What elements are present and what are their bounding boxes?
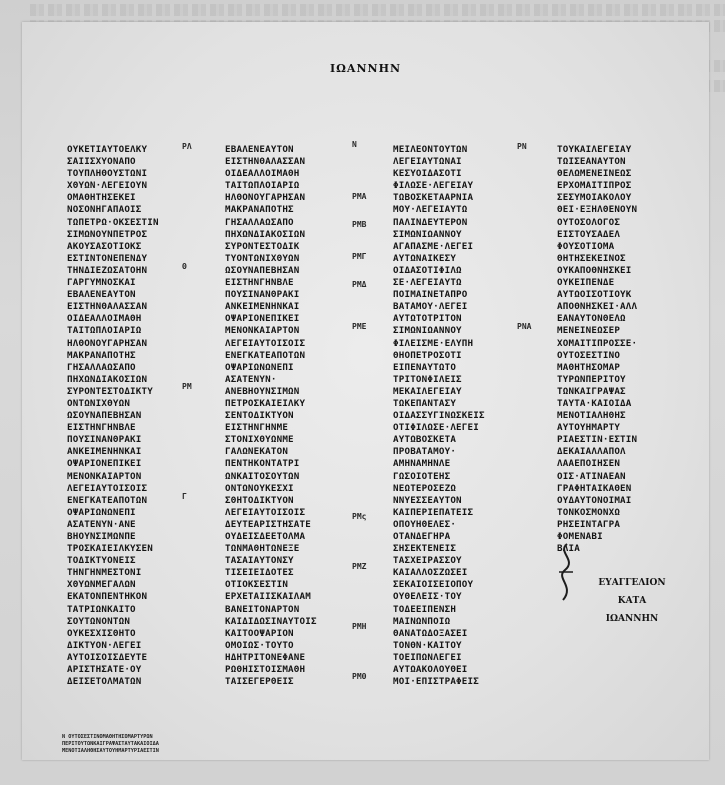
text-line: ΤΟΥΠΛΗΘΟΥΣΤΩΝΙ (67, 168, 148, 180)
manuscript-leaf (22, 22, 709, 760)
text-line: ΜΟΙ·ΕΠΙΣΤΡΑΦΕΙΣ (393, 676, 479, 688)
section-number-mark: ΡΜΓ (352, 252, 367, 261)
section-number-mark: ΡΜΗ (352, 622, 367, 631)
text-line: ΤΑΙΤΩΠΛΟΙΑΡΙΩ (225, 180, 300, 192)
section-number-mark: ΡΝ (517, 142, 527, 151)
text-line: ΟΤΙΦΙΛΩΣΕ·ΛΕΓΕΙ (393, 422, 479, 434)
text-line: ΑΝΚΕΙΜΕΝΗΝΚΑΙ (67, 446, 142, 458)
text-line: ΜΕΝΟΝΚΑΙΑΡΤΟΝ (67, 470, 142, 482)
text-line: ΣΥΡΟΝΤΕΣΤΟΔΙΚ (225, 240, 300, 252)
text-line: ΧΘΥΩΝΜΕΓΑΛΩΝ (67, 579, 136, 591)
text-line: ΑΥΤΟΥΗΜΑΡΤΥ (557, 422, 621, 434)
text-line: ΒΛΙΑ (557, 543, 580, 555)
text-line: ΑΥΤΩΝΑΙΚΕΣΥ (393, 252, 457, 264)
text-line: ΛΕΓΕΙΑΥΤΟΙΣΟΙΣ (225, 506, 306, 518)
text-line: ΜΑΚΡΑΝΑΠΟΤΗΣ (225, 204, 294, 216)
coronis-ornament (547, 542, 587, 602)
subscription-line-1: ΕΥΑΓΓΕΛΙΟΝ (598, 578, 666, 588)
text-line: ΣΕΝΤΟΔΙΚΤΥΟΝ (225, 410, 294, 422)
text-line: ΡΩΘΗΙΣΤΟΙΣΜΑΘΗ (225, 664, 306, 676)
text-line: ΟΥΘΕΛΕΙΣ·ΤΟΥ (393, 591, 462, 603)
text-line: ΦΙΛΕΙΣΜΕ·ΕΛΥΠΗ (393, 337, 474, 349)
note-line: Ν ΟΥΤΟΣΕΣΤΙΝΟΜΑΘΗΤΗΣΟΜΑΡΤΥΡΩΝ (62, 734, 153, 740)
text-line: ΤΗΝΔΙΕΖΩΣΑΤΟΗΝ (67, 264, 148, 276)
note-line: ΜΕΝΟΤΙΑΛΗΘΗΣΑΥΤΟΥΗΜΑΡΤΥΡΙΑΕΣΤΙΝ (62, 748, 159, 754)
text-line: ΟΥΚΑΠΟΘΝΗΣΚΕΙ (557, 264, 632, 276)
text-line: ΑΜΗΝΑΜΗΝΛΕ (393, 458, 451, 470)
text-line: ΟΨΑΡΙΩΝΩΝΕΠΙ (225, 361, 294, 373)
text-line: ΠΕΤΡΟΣΚΑΙΕΙΛΚΥ (225, 397, 306, 409)
text-line: ΕΡΧΕΤΑΙΙΣΚΑΙΛΑΜ (225, 591, 311, 603)
text-column-4 (557, 144, 687, 555)
text-line: ΝΟΣΟΝΗΓΑΠΑΟΙΣ (67, 204, 142, 216)
text-line: ΤΑΙΤΩΠΛΟΙΑΡΙΩ (67, 325, 142, 337)
text-line: ΕΙΣΤΗΝΓΗΝΜΕ (225, 422, 289, 434)
text-line: ΟΥΚΕΣΧΙΣΘΗΤΟ (67, 627, 136, 639)
text-line: ΒΑΤΑΜΟΥ·ΛΕΓΕΙ (393, 301, 468, 313)
text-line: ΛΑΑΕΠΟΙΗΣΕΝ (557, 458, 621, 470)
text-line: ΤΡΟΣΚΑΙΕΙΛΚΥΣΕΝ (67, 543, 153, 555)
text-line: ΟΙΔΑΣΟΤΙΦΙΛΩ (393, 264, 462, 276)
text-line: ΕΒΑΛΕΝΕΑΥΤΟΝ (225, 144, 294, 155)
text-column-2 (225, 144, 353, 688)
text-line: ΦΟΥΣΟΤΙΟΜΑ (557, 240, 615, 252)
text-line: ΠΗΧΩΝΔΙΑΚΟΣΙΩΝ (67, 373, 148, 385)
text-line: ΑΣΑΤΕΝΥΝ·ΑΝΕ (67, 518, 136, 530)
text-line: ΤΩΚΕΠΑΝΤΑΣΥ (393, 397, 457, 409)
text-line: ΕΙΣΤΗΝΓΗΝΒΛΕ (67, 422, 136, 434)
text-line: ΤΡΙΤΟΝΦΙΛΕΙΣ (393, 373, 462, 385)
text-line: ΤΥΡΩΝΠΕΡΙΤΟΥ (557, 373, 626, 385)
section-number-mark: ΡΜΘ (352, 672, 367, 681)
text-line: ΣΗΣΕΚΤΕΝΕΙΣ (393, 543, 457, 555)
text-line: ΟΥΚΕΤΙΑΥΤΟΕΛΚΥ (67, 144, 148, 155)
text-line: ΡΗΣΕΙΝΤΑΓΡΑ (557, 518, 621, 530)
text-line: ΟΙΔΑΣΣΥΓΙΝΩΣΚΕΙΣ (393, 410, 485, 422)
colophon-subscription (582, 574, 682, 628)
text-line: ΕΙΣΤΗΝΘΑΛΑΣΣΑΝ (67, 301, 148, 313)
section-number-mark: Ν (352, 140, 357, 149)
text-line: ΔΙΚΤΥΟΝ·ΛΕΓΕΙ (67, 639, 142, 651)
text-line: ΣΥΡΟΝΤΕΣΤΟΔΙΚΤΥ (67, 385, 153, 397)
text-line: ΤΩΒΟΣΚΕΤΑΑΡΝΙΑ (393, 192, 474, 204)
section-number-mark: ΡΜΔ (352, 280, 367, 289)
text-line: ΩΝΚΑΙΤΟΣΟΥΤΩΝ (225, 470, 300, 482)
text-line: ΚΑΙΠΕΡΙΕΠΑΤΕΙΣ (393, 506, 474, 518)
text-line: ΟΝΤΩΝΙΧΘΥΩΝ (67, 397, 131, 409)
text-line: ΤΥΟΝΤΩΝΙΧΘΥΩΝ (225, 252, 300, 264)
text-line: ΤΗΝΓΗΝΜΕΣΤΟΝΙ (67, 567, 142, 579)
text-line: ΘΗΟΠΕΤΡΟΣΟΤΙ (393, 349, 462, 361)
text-line: ΤΩΠΕΤΡΩ·ΟΚΣΕΣΤΙΝ (67, 216, 159, 228)
text-line: ΟΤΙΟΚΣΕΣΤΙΝ (225, 579, 289, 591)
text-line: ΟΜΟΙΩΣ·ΤΟΥΤΟ (225, 639, 294, 651)
text-line: ΣΟΥΤΩΝΟΝΤΩΝ (67, 615, 131, 627)
text-line: ΤΩΝΚΑΙΓΡΑΨΑΣ (557, 385, 626, 397)
text-line: ΚΕΣΥΟΙΔΑΣΟΤΙ (393, 168, 462, 180)
text-line: ΓΗΣΑΛΛΑΩΣΑΠΟ (225, 216, 294, 228)
text-line: ΠΡΟΒΑΤΑΜΟΥ· (393, 446, 457, 458)
text-line: ΕΙΣΤΟΥΣΑΔΕΛ (557, 228, 621, 240)
text-line: ΟΝΤΩΝΟΥΚΕΣΧΙ (225, 482, 294, 494)
text-line: ΕΣΤΙΝΤΟΝΕΠΕΝΔΥ (67, 252, 148, 264)
text-line: ΠΟΙΜΑΙΝΕΤΑΠΡΟ (393, 289, 468, 301)
text-line: ΟΙΔΕΑΛΛΟΙΜΑΘΗ (67, 313, 142, 325)
text-line: ΝΝΥΕΣΣΕΑΥΤΟΝ (393, 494, 462, 506)
text-line: ΓΑΛΩΝΕΚΑΤΟΝ (225, 446, 289, 458)
text-line: ΟΥΔΑΥΤΟΝΟΙΜΑΙ (557, 494, 632, 506)
text-line: ΤΑΣΧΕΙΡΑΣΣΟΥ (393, 555, 462, 567)
text-line: ΧΘΥΩΝ·ΛΕΓΕΙΟΥΝ (67, 180, 148, 192)
text-line: ΘΗΤΗΣΕΚΕΙΝΟΣ (557, 252, 626, 264)
text-line: ΗΔΗΤΡΙΤΟΝΕΦΑΝΕ (225, 651, 306, 663)
text-line: ΗΛΘΟΝΟΥΓΑΡΗΣΑΝ (67, 337, 148, 349)
text-line: ΕΑΝΑΥΤΟΝΘΕΛΩ (557, 313, 626, 325)
section-number-mark: ΡΝΑ (517, 322, 532, 331)
text-line: ΕΚΑΤΟΝΠΕΝΤΗΚΟΝ (67, 591, 148, 603)
section-number-mark: ΡΜΒ (352, 220, 367, 229)
text-line: ΠΟΥΣΙΝΑΝΘΡΑΚΙ (225, 289, 300, 301)
text-line: ΕΙΠΕΝΑΥΤΩΤΟ (393, 361, 457, 373)
text-line: ΜΕΙΛΕΟΝΤΟΥΤΩΝ (393, 144, 468, 155)
text-line: ΜΕΝΕΙΝΕΩΣΕΡ (557, 325, 621, 337)
text-line: ΕΙΣΤΗΝΓΗΝΒΛΕ (225, 277, 294, 289)
text-line: ΟΥΔΕΙΣΔΕΕΤΟΛΜΑ (225, 531, 306, 542)
subscription-line-3: ΙΩΑΝΝΗΝ (605, 614, 659, 624)
text-line: ΔΕΥΤΕΑΡΙΣΤΗΣΑΤΕ (225, 518, 311, 530)
text-line: ΤΟΝΘΝ·ΚΑΙΤΟΥ (393, 639, 462, 651)
text-line: ΧΟΜΑΙΤΙΠΡΟΣΣΕ· (557, 337, 638, 349)
text-line: ΜΕΝΟΝΚΑΙΑΡΤΟΝ (225, 325, 300, 337)
text-line: ΤΩΝΜΑΘΗΤΩΝΕΞΕ (225, 543, 300, 555)
text-line: ΤΑΤΡΙΩΝΚΑΙΤΟ (67, 603, 136, 615)
text-line: ΣΘΗΤΟΔΙΚΤΥΟΝ (225, 494, 294, 506)
text-line: ΟΨΑΡΙΟΝΕΠΙΚΕΙ (225, 313, 300, 325)
text-line: ΩΣΟΥΝΑΠΕΒΗΣΑΝ (225, 264, 300, 276)
text-line: ΤΑΣΑΙΑΥΤΟΝΣΥ (225, 555, 294, 567)
section-number-mark: ΡΛ (182, 142, 192, 151)
text-line: ΟΥΤΟΣΕΣΤΙΝΟ (557, 349, 621, 361)
text-line: ΠΗΧΩΝΔΙΑΚΟΣΙΩΝ (225, 228, 306, 240)
text-line: ΕΙΣΤΗΝΘΑΛΑΣΣΑΝ (225, 156, 306, 168)
text-line: ΑΣΑΤΕΝΥΝ· (225, 373, 277, 385)
text-line: ΟΨΑΡΙΩΝΩΝΕΠΙ (67, 506, 136, 518)
text-line: ΤΟΔΙΚΤΥΟΝΕΙΣ (67, 555, 136, 567)
text-line: ΟΥΚΕΙΠΕΝΔΕ (557, 277, 615, 289)
text-line: ΛΕΓΕΙΑΥΤΩΝΑΙ (393, 156, 462, 168)
text-line: ΤΟΔΕΕΙΠΕΝΣΗ (393, 603, 457, 615)
text-line: ΣΙΜΩΝΙΩΑΝΝΟΥ (393, 325, 462, 337)
text-line: ΑΥΤΩΟΙΣΟΤΙΟΥΚ (557, 289, 632, 301)
text-line: ΒΑΝΕΙΤΟΝΑΡΤΟΝ (225, 603, 300, 615)
text-line: ΘΕΙ·ΕΞΗΛΘΕΝΟΥΝ (557, 204, 638, 216)
text-line: ΑΚΟΥΣΑΣΟΤΙΟΚΣ (67, 240, 142, 252)
text-line: ΣΙΜΩΝΟΥΝΠΕΤΡΟΣ (67, 228, 148, 240)
text-line: ΤΟΕΙΠΩΝΛΕΓΕΙ (393, 651, 462, 663)
text-line: ΣΕΣΥΜΟΙΑΚΟΛΟΥ (557, 192, 632, 204)
text-line: ΣΕΚΑΙΟΙΣΕΙΟΠΟΥ (393, 579, 474, 591)
text-line: ΜΑΘΗΤΗΣΟΜΑΡ (557, 361, 621, 373)
text-line: ΚΑΙΑΛΛΟΣΖΩΣΕΙ (393, 567, 468, 579)
text-line: ΜΕΚΑΙΛΕΓΕΙΑΥ (393, 385, 462, 397)
text-line: ΑΝΕΒΗΟΥΝΣΙΜΩΝ (225, 385, 300, 397)
text-line: ΤΑΥΤΑ·ΚΑΙΟΙΔΑ (557, 397, 632, 409)
text-line: ΠΕΝΤΗΚΟΝΤΑΤΡΙ (225, 458, 300, 470)
text-line: ΣΤΟΝΙΧΘΥΩΝΜΕ (225, 434, 294, 446)
text-line: ΑΥΤΟΙΣΟΙΣΔΕΥΤΕ (67, 651, 148, 663)
text-column-1 (67, 144, 192, 688)
note-line: ΠΕΡΙΤΟΥΤΩΝΚΑΙΓΡΑΨΑΣΤΑΥΤΑΚΑΙΟΙΔΑ (62, 741, 159, 747)
text-line: ΜΑΙΝΩΝΠΟΙΩ (393, 615, 451, 627)
text-line: ΗΛΘΟΝΟΥΓΑΡΗΣΑΝ (225, 192, 306, 204)
text-line: ΑΥΤΩΒΟΣΚΕΤΑ (393, 434, 457, 446)
section-number-mark: ΡΜΖ (352, 562, 367, 571)
text-line: ΓΡΑΦΗΤΑΙΚΑΘΕΝ (557, 482, 632, 494)
text-line: ΩΣΟΥΝΑΠΕΒΗΣΑΝ (67, 410, 142, 422)
text-line: ΦΟΜΕΝΑΒΙ (557, 531, 603, 542)
marginal-note (62, 734, 222, 755)
text-line: ΝΕΩΤΕΡΟΣΕΖΩ (393, 482, 457, 494)
text-line: ΟΨΑΡΙΟΝΕΠΙΚΕΙ (67, 458, 142, 470)
text-line: ΑΥΤΩΤΟΤΡΙΤΟΝ (393, 313, 462, 325)
section-number-mark: ΡΜ (182, 382, 192, 391)
text-column-3 (393, 144, 521, 688)
section-number-mark: ΡΜΕ (352, 322, 367, 331)
running-title: ΙΩΑΝΝΗΝ (329, 62, 402, 75)
text-line: ΤΩΙΣΕΑΝΑΥΤΟΝ (557, 156, 626, 168)
text-line: ΜΑΚΡΑΝΑΠΟΤΗΣ (67, 349, 136, 361)
text-line: ΟΙΔΕΑΛΛΟΙΜΑΘΗ (225, 168, 300, 180)
text-line: ΜΟΥ·ΛΕΓΕΙΑΥΤΩ (393, 204, 468, 216)
text-line: ΟΠΟΥΗΘΕΛΕΣ· (393, 518, 457, 530)
text-line: ΚΑΙΤΟΟΨΑΡΙΟΝ (225, 627, 294, 639)
text-line: ΒΗΟΥΝΣΙΜΩΝΠΕ (67, 531, 136, 542)
text-line: ΠΑΛΙΝΔΕΥΤΕΡΟΝ (393, 216, 468, 228)
text-line: ΘΕΛΩΜΕΝΕΙΝΕΩΣ (557, 168, 632, 180)
text-line: ΑΠΟΘΝΗΣΚΕΙ·ΑΛΛ (557, 301, 638, 313)
text-line: ΕΝΕΓΚΑΤΕΑΠΟΤΩΝ (225, 349, 306, 361)
text-line: ΓΩΣΟΙΟΤΕΗΣ (393, 470, 451, 482)
text-line: ΕΡΧΟΜΑΙΤΙΠΡΟΣ (557, 180, 632, 192)
text-line: ΠΟΥΣΙΝΑΝΘΡΑΚΙ (67, 434, 142, 446)
text-line: ΛΕΓΕΙΑΥΤΟΙΣΟΙΣ (225, 337, 306, 349)
text-line: ΑΓΑΠΑΣΜΕ·ΛΕΓΕΙ (393, 240, 474, 252)
text-line: ΔΕΚΑΙΑΛΛΑΠΟΛ (557, 446, 626, 458)
text-line: ΛΕΓΕΙΑΥΤΟΙΣΟΙΣ (67, 482, 148, 494)
text-line: ΣΑΙΙΣΧΥΟΝΑΠΟ (67, 156, 136, 168)
text-line: ΑΥΤΩΑΚΟΛΟΥΘΕΙ (393, 664, 468, 676)
subscription-line-2: ΚΑΤΑ (617, 596, 647, 606)
section-number-mark: ΡΜΑ (352, 192, 367, 201)
text-line: ΤΟΥΚΑΙΛΕΓΕΙΑΥ (557, 144, 632, 155)
text-line: ΟΜΑΘΗΤΗΣΕΚΕΙ (67, 192, 136, 204)
text-line: ΜΕΝΟΤΙΑΛΗΘΗΣ (557, 410, 626, 422)
text-line: ΕΝΕΓΚΑΤΕΑΠΟΤΩΝ (67, 494, 148, 506)
section-number-mark: Θ (182, 262, 187, 271)
text-line: ΕΒΑΛΕΝΕΑΥΤΟΝ (67, 289, 136, 301)
section-number-mark: Γ (182, 492, 187, 501)
text-line: ΤΟΝΚΟΣΜΟΝΧΩ (557, 506, 621, 518)
text-line: ΚΑΙΔΙΔΩΣΙΝΑΥΤΟΙΣ (225, 615, 317, 627)
text-line: ΓΑΡΓΥΜΝΟΣΚΑΙ (67, 277, 136, 289)
text-line: ΑΝΚΕΙΜΕΝΗΝΚΑΙ (225, 301, 300, 313)
text-line: ΡΙΑΕΣΤΙΝ·ΕΣΤΙΝ (557, 434, 638, 446)
text-line: ΟΤΑΝΔΕΓΗΡΑ (393, 531, 451, 542)
text-line: ΓΗΣΑΛΛΑΩΣΑΠΟ (67, 361, 136, 373)
text-line: ΤΙΣΕΙΕΙΔΟΤΕΣ (225, 567, 294, 579)
section-number-mark: ΡΜς (352, 512, 367, 521)
text-line: ΟΥΤΟΣΟΛΟΓΟΣ (557, 216, 621, 228)
text-line: ΘΑΝΑΤΩΔΟΞΑΣΕΙ (393, 627, 468, 639)
text-line: ΣΙΜΩΝΙΩΑΝΝΟΥ (393, 228, 462, 240)
bleed-through-texture (30, 4, 725, 16)
text-line: ΑΡΙΣΤΗΣΑΤΕ·ΟΥ (67, 664, 142, 676)
text-line: ΣΕ·ΛΕΓΕΙΑΥΤΩ (393, 277, 462, 289)
text-line: ΤΑΙΣΕΓΕΡΘΕΙΣ (225, 676, 294, 688)
text-line: ΦΙΛΩΣΕ·ΛΕΓΕΙΑΥ (393, 180, 474, 192)
text-line: ΔΕΙΣΕΤΟΛΜΑΤΩΝ (67, 676, 142, 688)
text-line: ΟΙΣ·ΑΤΙΝΑΕΑΝ (557, 470, 626, 482)
